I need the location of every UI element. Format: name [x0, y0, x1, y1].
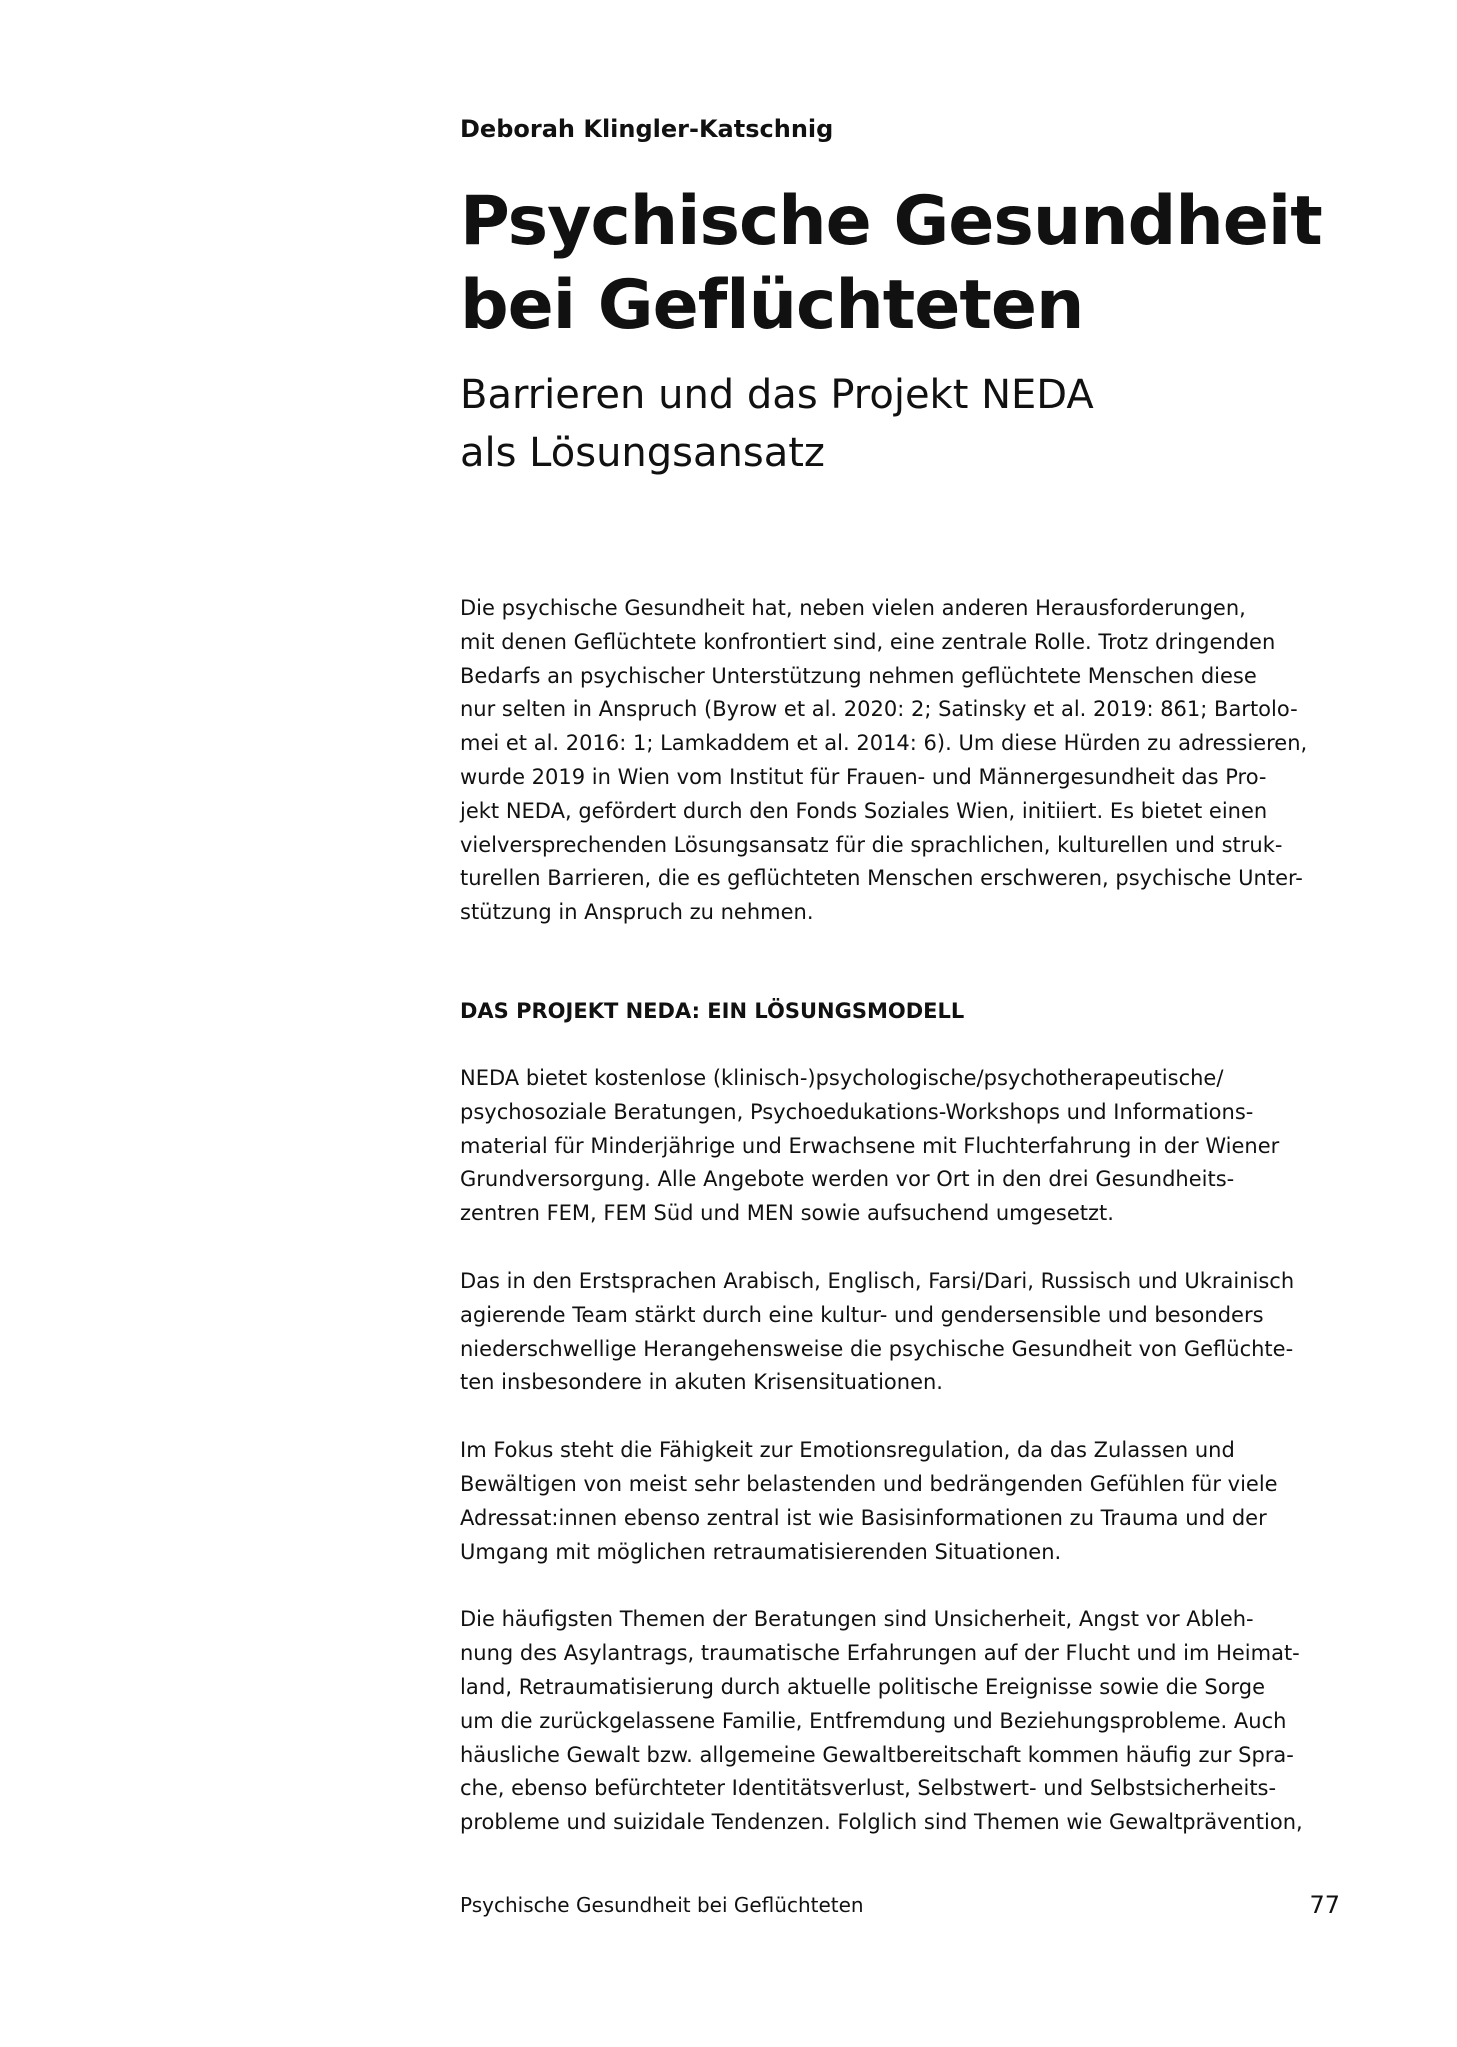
body-paragraph: [460, 1265, 1340, 1400]
body-paragraph: [460, 1062, 1340, 1231]
text-line: che, ebenso befürchteter Identitätsverlust, Selbstwert- und Selbstsicherheits-: [460, 1776, 1277, 1801]
title-line: Psychische Gesundheit: [460, 182, 1322, 261]
text-line: wurde 2019 in Wien vom Institut für Frauen- und Männergesundheit das Pro-: [460, 764, 1267, 789]
text-line: agierende Team stärkt durch eine kultur- und gendersensible und besonders: [460, 1302, 1264, 1327]
text-line: Im Fokus steht die Fähigkeit zur Emotionsregulation, da das Zulassen und: [460, 1438, 1235, 1463]
text-line: niederschwellige Herangehensweise die psychische Gesundheit von Geflüchte-: [460, 1336, 1294, 1361]
section-heading: DAS PROJEKT NEDA: EIN LÖSUNGSMODELL: [460, 998, 965, 1023]
text-line: Umgang mit möglichen retraumatisierenden Situationen.: [460, 1539, 1062, 1564]
text-line: mei et al. 2016: 1; Lamkaddem et al. 2014: 6). Um diese Hürden zu adressieren,: [460, 731, 1308, 756]
text-line: Bedarfs an psychischer Unterstützung nehmen geflüchtete Menschen diese: [460, 663, 1257, 688]
text-line: vielversprechenden Lösungsansatz für die sprachlichen, kulturellen und struk-: [460, 832, 1283, 857]
text-line: Die psychische Gesundheit hat, neben vielen anderen Herausforderungen,: [460, 596, 1246, 620]
text-line: ten insbesondere in akuten Krisensituationen.: [460, 1370, 943, 1395]
body-paragraph: [460, 1603, 1340, 1840]
title-line: bei Geflüchteten: [460, 266, 1084, 345]
text-line: stützung in Anspruch zu nehmen.: [460, 900, 814, 925]
author-name: Deborah Klingler-Katschnig: [460, 115, 834, 143]
text-line: mit denen Geflüchtete konfrontiert sind, eine zentrale Rolle. Trotz dringenden: [460, 629, 1276, 654]
text-line: NEDA bietet kostenlose (klinisch-)psychologische/psychotherapeutische/: [460, 1065, 1224, 1090]
running-title: Psychische Gesundheit bei Geflüchteten: [460, 1893, 864, 1917]
text-line: Das in den Erstsprachen Arabisch, Englisch, Farsi/Dari, Russisch und Ukrainisch: [460, 1268, 1295, 1293]
text-line: probleme und suizidale Tendenzen. Folglich sind Themen wie Gewaltprävention,: [460, 1810, 1303, 1835]
subtitle-line: als Lösungsansatz: [460, 430, 825, 476]
text-line: nung des Asylantrags, traumatische Erfahrungen auf der Flucht und im Heimat-: [460, 1641, 1300, 1666]
intro-paragraph: [460, 592, 1340, 930]
text-line: um die zurückgelassene Familie, Entfremdung und Beziehungsprobleme. Auch: [460, 1708, 1287, 1733]
text-line: Grundversorgung. Alle Angebote werden vor Ort in den drei Gesundheits-: [460, 1167, 1235, 1192]
text-line: häusliche Gewalt bzw. allgemeine Gewaltbereitschaft kommen häufig zur Spra-: [460, 1742, 1294, 1767]
article-subtitle: [460, 366, 1340, 482]
body-paragraph: [460, 1434, 1340, 1569]
text-line: zentren FEM, FEM Süd und MEN sowie aufsuchend umgesetzt.: [460, 1201, 1114, 1226]
page-number: 77: [1309, 1891, 1340, 1919]
page-footer: [460, 1888, 1340, 1922]
text-line: turellen Barrieren, die es geflüchteten Menschen erschweren, psychische Unter-: [460, 866, 1303, 891]
article-title: [460, 180, 1340, 348]
text-line: land, Retraumatisierung durch aktuelle politische Ereignisse sowie die Sorge: [460, 1674, 1266, 1699]
text-line: Die häufigsten Themen der Beratungen sind Unsicherheit, Angst vor Ableh-: [460, 1607, 1254, 1632]
text-line: psychosoziale Beratungen, Psychoedukations-Workshops und Informations-: [460, 1099, 1254, 1124]
text-line: Bewältigen von meist sehr belastenden und bedrängenden Gefühlen für viele: [460, 1471, 1278, 1496]
text-line: material für Minderjährige und Erwachsene mit Fluchterfahrung in der Wiener: [460, 1133, 1280, 1158]
text-line: jekt NEDA, gefördert durch den Fonds Soziales Wien, initiiert. Es bietet einen: [460, 798, 1268, 823]
article-column: [460, 112, 1340, 1840]
text-line: nur selten in Anspruch (Byrow et al. 2020: 2; Satinsky et al. 2019: 861; Bartolo-: [460, 697, 1298, 722]
subtitle-line: Barrieren und das Projekt NEDA: [460, 372, 1094, 418]
text-line: Adressat:innen ebenso zentral ist wie Basisinformationen zu Trauma und der: [460, 1505, 1267, 1530]
